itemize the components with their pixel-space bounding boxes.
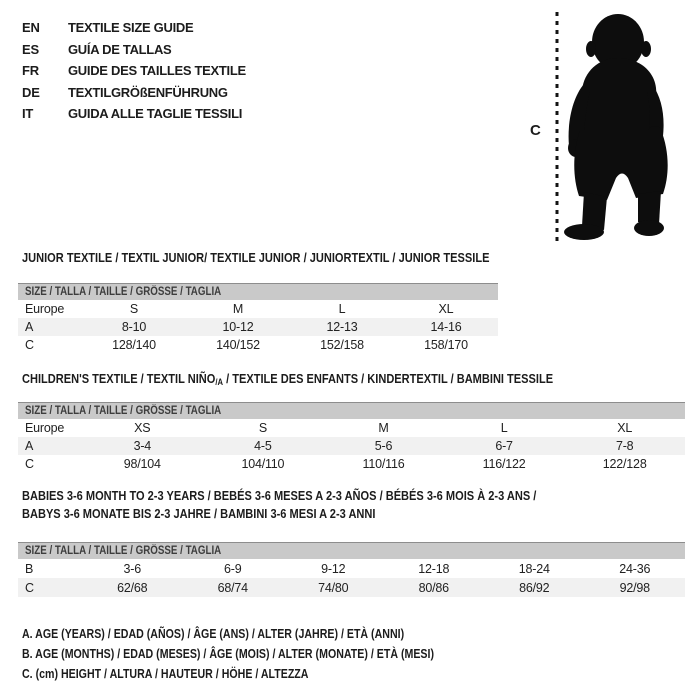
height-cell: 104/110 — [241, 457, 285, 471]
row-label: C — [25, 338, 34, 352]
title-part: CHILDREN'S TEXTILE / TEXTIL NIÑO — [22, 371, 216, 386]
table-row-height — [18, 578, 685, 597]
age-cell: 6-7 — [495, 439, 513, 453]
age-cell: 10-12 — [222, 320, 254, 334]
height-cell: 116/122 — [482, 457, 526, 471]
junior-table — [18, 300, 498, 354]
height-cell: 86/92 — [519, 580, 550, 595]
babies-size-table — [18, 542, 685, 597]
language-list — [22, 17, 246, 125]
size-cell: M — [232, 302, 244, 316]
size-cell: XL — [438, 302, 454, 316]
language-row-es — [22, 39, 246, 61]
size-cell: XL — [617, 421, 633, 435]
size-header-text: SIZE / TALLA / TAILLE / GRÖSSE / TAGLIA — [25, 286, 222, 298]
babies-table — [18, 559, 685, 597]
note-c — [22, 664, 507, 684]
table-row-age — [18, 318, 498, 336]
height-cell: 98/104 — [123, 457, 161, 471]
table-row-height — [18, 336, 498, 354]
size-header-bar — [18, 542, 685, 559]
height-cell: 68/74 — [217, 580, 248, 595]
age-cell: 7-8 — [615, 439, 634, 453]
height-cell: 80/86 — [418, 580, 449, 595]
row-label: C — [25, 580, 34, 595]
note-b — [22, 644, 507, 664]
children-table — [18, 419, 685, 473]
age-cell: 5-6 — [374, 439, 393, 453]
babies-title-line1: BABIES 3-6 MONTH TO 2-3 YEARS / BEBÉS 3-6 MESES A 2-3 AÑOS / BÉBÉS 3-6 MOIS À 2-3 ANS / — [22, 488, 537, 503]
title-subscript: /A — [215, 377, 224, 387]
table-row-age — [18, 437, 685, 455]
size-cell: L — [500, 421, 508, 435]
height-cell: 92/98 — [619, 580, 650, 595]
language-title: TEXTILGRÖßENFÜHRUNG — [68, 84, 228, 100]
language-title: GUIDE DES TAILLES TEXTILE — [68, 63, 246, 79]
height-cell: 158/170 — [424, 338, 468, 352]
height-cell: 122/128 — [602, 457, 647, 471]
months-cell: 18-24 — [518, 561, 550, 576]
size-cell: S — [258, 421, 267, 435]
size-header-text: SIZE / TALLA / TAILLE / GRÖSSE / TAGLIA — [25, 545, 222, 557]
toddler-silhouette-icon — [520, 6, 696, 248]
language-code: ES — [22, 41, 39, 57]
language-row-en — [22, 17, 246, 39]
junior-section-title — [22, 250, 572, 265]
note-a — [22, 624, 507, 644]
table-row-europe — [18, 300, 498, 318]
language-title: GUIDA ALLE TAGLIE TESSILI — [68, 106, 243, 122]
size-cell: S — [129, 302, 139, 316]
language-row-fr — [22, 60, 246, 82]
legend-notes — [22, 624, 507, 684]
age-cell: 8-10 — [121, 320, 147, 334]
row-label: A — [25, 320, 34, 334]
language-title: GUÍA DE TALLAS — [68, 41, 172, 57]
size-cell: M — [378, 421, 389, 435]
language-code: EN — [22, 20, 40, 36]
size-cell: L — [338, 302, 346, 316]
size-header-bar — [18, 402, 685, 419]
table-row-europe — [18, 419, 685, 437]
months-cell: 6-9 — [224, 561, 242, 576]
age-cell: 12-13 — [326, 320, 358, 334]
row-label: Europe — [25, 302, 65, 316]
language-title: TEXTILE SIZE GUIDE — [68, 20, 194, 36]
height-measurement-figure — [520, 6, 696, 248]
months-cell: 9-12 — [321, 561, 346, 576]
age-cell: 4-5 — [254, 439, 272, 453]
months-cell: 24-36 — [619, 561, 651, 576]
junior-section-title-text: JUNIOR TEXTILE / TEXTIL JUNIOR/ TEXTILE JUNIOR / JUNIORTEXTIL / JUNIOR TESSILE — [22, 250, 490, 265]
size-cell: XS — [134, 421, 151, 435]
junior-size-table — [18, 283, 498, 354]
language-code: FR — [22, 63, 39, 79]
months-cell: 3-6 — [123, 561, 141, 576]
table-row-height — [18, 455, 685, 473]
height-cell: 74/80 — [318, 580, 349, 595]
row-label: B — [25, 561, 34, 576]
height-cell: 62/68 — [117, 580, 148, 595]
note-b-text: B. AGE (MONTHS) / EDAD (MESES) / ÂGE (MOIS) / ALTER (MONATE) / ETÀ (MESI) — [22, 647, 435, 661]
children-size-table — [18, 402, 685, 473]
language-code: DE — [22, 84, 40, 100]
row-label: A — [25, 439, 34, 453]
size-header-bar — [18, 283, 498, 300]
note-a-text: A. AGE (YEARS) / EDAD (AÑOS) / ÂGE (ANS) / ALTER (JAHRE) / ETÀ (ANNI) — [22, 627, 405, 641]
measure-c-label: C — [530, 122, 541, 139]
height-cell: 110/116 — [362, 457, 405, 471]
language-row-it — [22, 103, 246, 125]
language-code: IT — [22, 106, 34, 122]
table-row-months — [18, 559, 685, 578]
children-section-title-text — [22, 371, 553, 387]
months-cell: 12-18 — [418, 561, 450, 576]
height-cell: 128/140 — [112, 338, 156, 352]
babies-title-line2: BABYS 3-6 MONATE BIS 2-3 JAHRE / BAMBINI 3-6 MESI A 2-3 ANNI — [22, 506, 376, 521]
height-cell: 152/158 — [320, 338, 364, 352]
age-cell: 3-4 — [133, 439, 152, 453]
size-header-text: SIZE / TALLA / TAILLE / GRÖSSE / TAGLIA — [25, 405, 222, 417]
height-cell: 140/152 — [216, 338, 260, 352]
toddler-silhouette — [564, 14, 668, 240]
language-row-de — [22, 82, 246, 104]
row-label: Europe — [25, 421, 65, 435]
title-part: / TEXTILE DES ENFANTS / KINDERTEXTIL / BAMBINI TESSILE — [223, 371, 554, 386]
note-c-text: C. (cm) HEIGHT / ALTURA / HAUTEUR / HÖHE / ALTEZZA — [22, 667, 309, 681]
babies-section-title — [22, 487, 627, 523]
age-cell: 14-16 — [430, 320, 462, 334]
children-section-title — [22, 371, 647, 387]
row-label: C — [25, 457, 34, 471]
